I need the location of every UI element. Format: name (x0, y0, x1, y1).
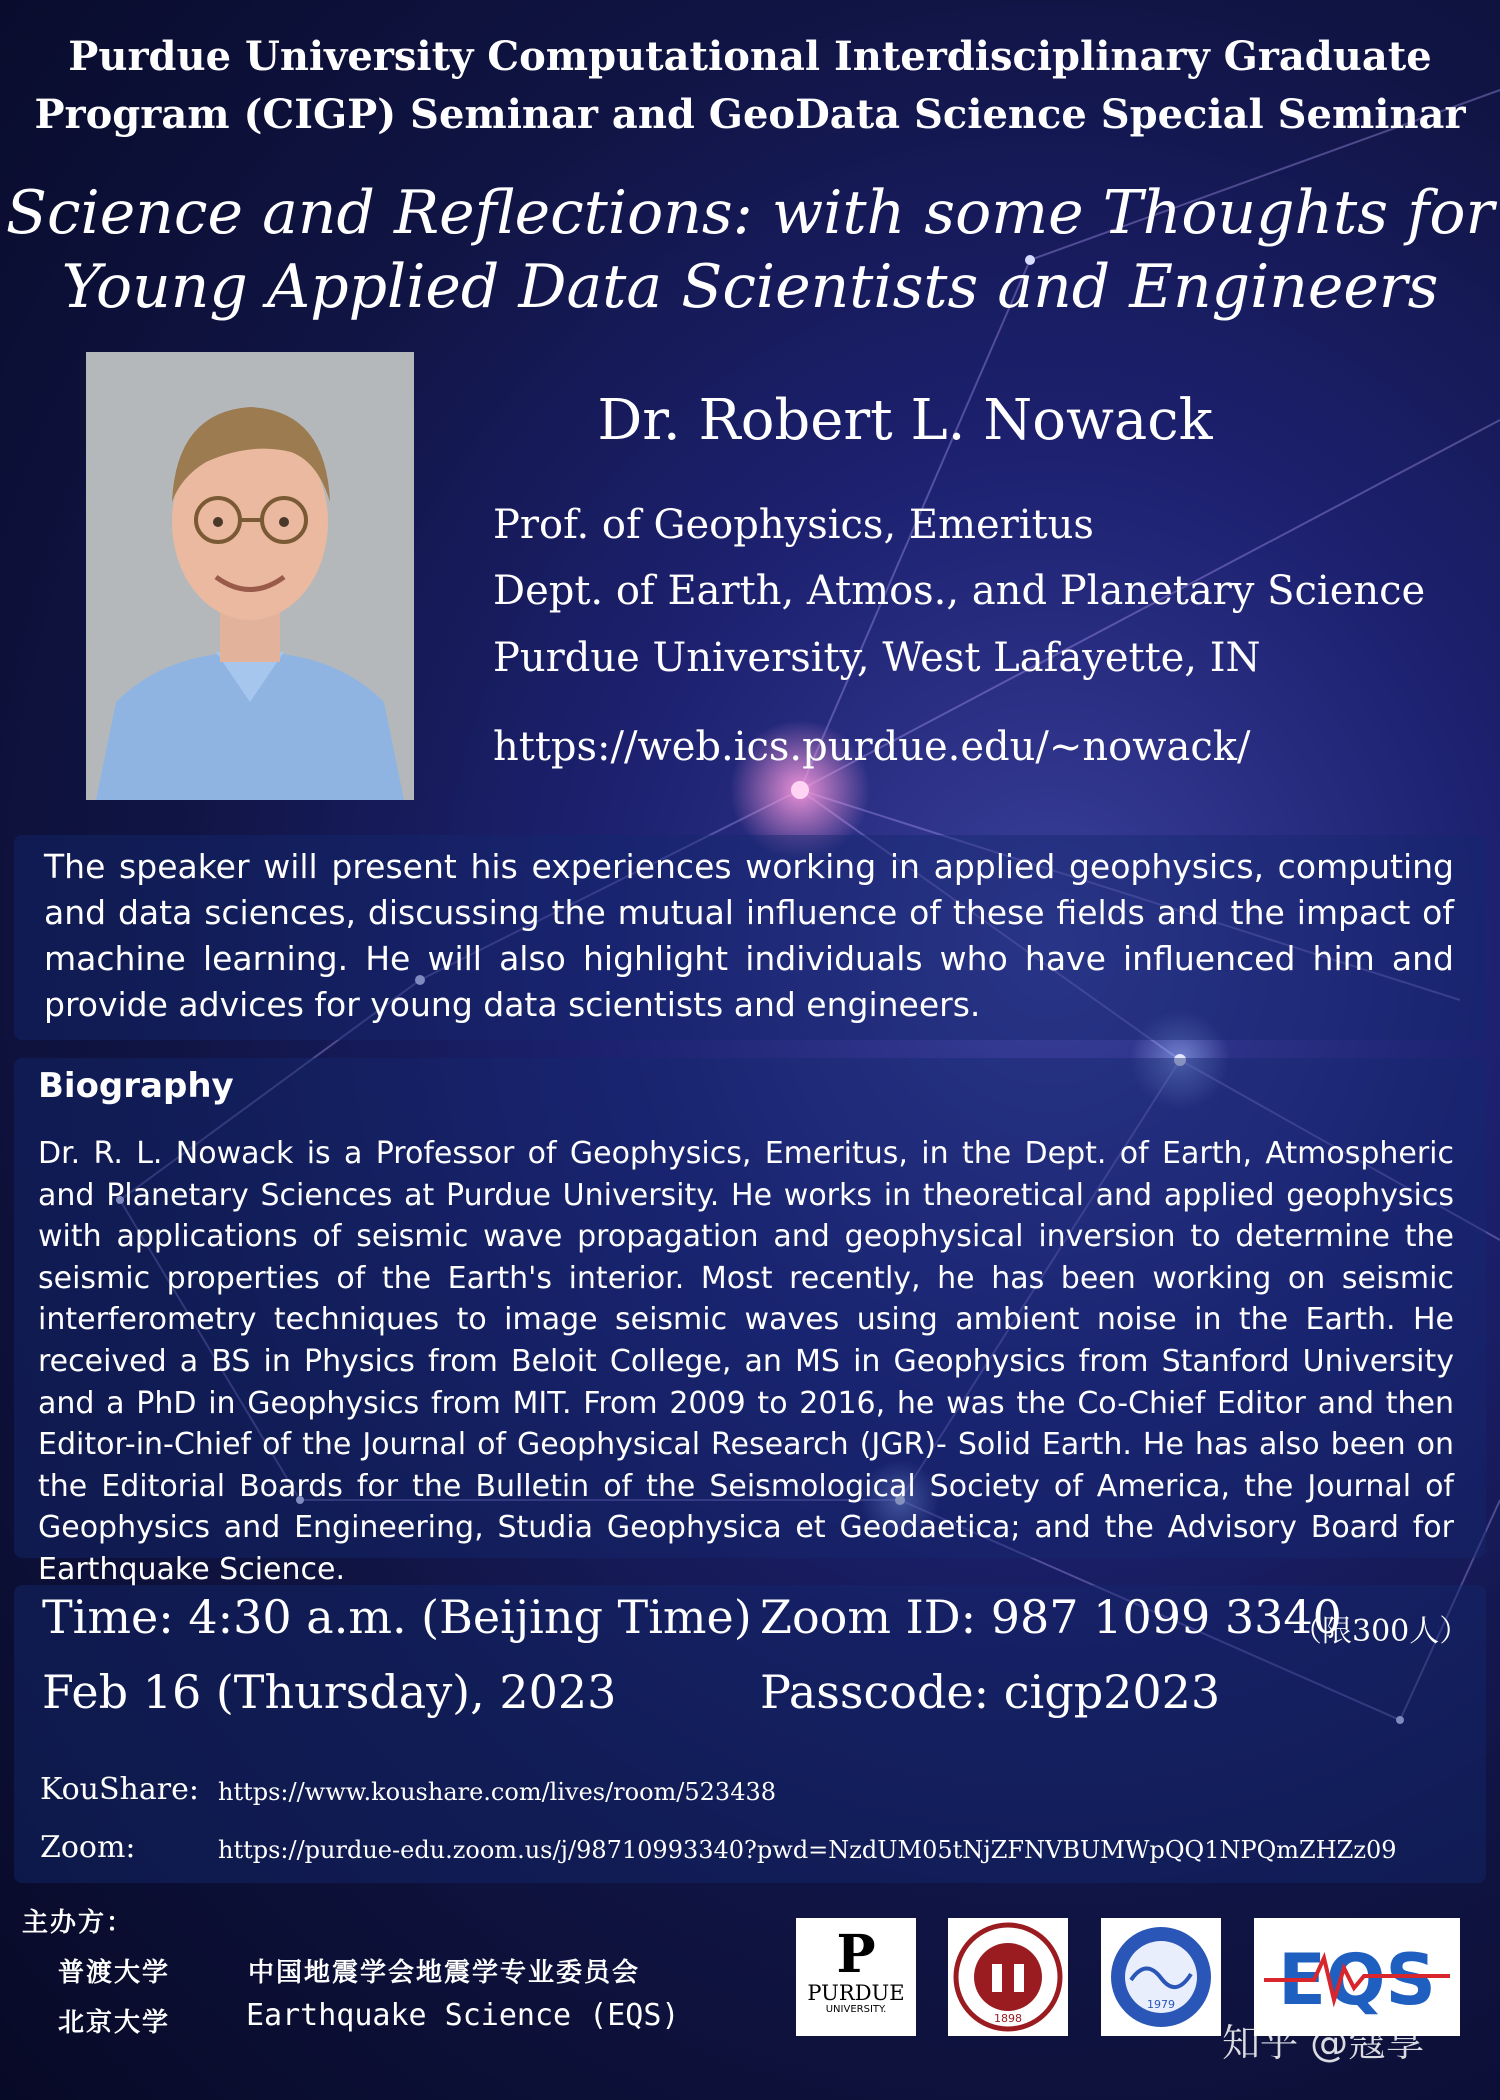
speaker-photo (86, 352, 414, 800)
talk-title-line2: Young Applied Data Scientists and Engineers (61, 252, 1439, 322)
event-date: Feb 16 (Thursday), 2023 (42, 1665, 617, 1719)
speaker-department: Dept. of Earth, Atmos., and Planetary Science (493, 568, 1426, 614)
organizers-label: 主办方： (22, 1908, 135, 1938)
peking-university-seal (948, 1918, 1068, 2036)
watermark: 知乎 @蔻享 (1222, 2021, 1425, 2065)
purdue-logo-subtext: UNIVERSITY. (825, 2004, 887, 2015)
organizer-peking-university: 北京大学 (58, 2008, 171, 2038)
zoom-id: Zoom ID: 987 1099 3340 (760, 1590, 1342, 1644)
speaker-title: Prof. of Geophysics, Emeritus (493, 502, 1094, 548)
peking-university-logo (948, 1918, 1068, 2036)
seismological-society-seal (1101, 1918, 1221, 2036)
organizer-seismological-society: 中国地震学会地震学专业委员会 (248, 1958, 641, 1988)
purdue-p-mark: P (836, 1924, 876, 1985)
speaker-name: Dr. Robert L. Nowack (597, 388, 1213, 453)
biography-text: Dr. R. L. Nowack is a Professor of Geophysics, Emeritus, in the Dept. of Earth, Atmospheric and Planetary Sciences at Purdue University. He works in theoretical and applied geophysics with applications of seismic wave propagation and geophysical inversion to determine the seismic properties of the Earth's interior. Most recently, he has been working on seismic interferometry techniques to image seismic waves using ambient noise in the Earth. He received a BS in Physics from Beloit College, an MS in Geophysics from Stanford University and a PhD in Geophysics from MIT. From 2009 to 2016, he was the Co-Chief Editor and then Editor-in-Chief of the Journal of Geophysical Research (JGR)- Solid Earth. He has also been on the Editorial Boards for the Bulletin of the Seismological Society of America, the Journal of Geophysics and Engineering, Studia Geophysica et Geodaetica; and the Advisory Board for Earthquake Science. (38, 1136, 1454, 1587)
seal-year: 1979 (1147, 1998, 1175, 2011)
organizer-purdue: 普渡大学 (58, 1958, 171, 1988)
zoom-participant-limit: （限300人） (1292, 1614, 1470, 1649)
speaker-homepage-link[interactable]: https://web.ics.purdue.edu/~nowack/ (493, 724, 1251, 770)
zoom-label: Zoom: (40, 1830, 136, 1865)
seminar-series-title-line2: Program (CIGP) Seminar and GeoData Science Special Seminar (34, 91, 1466, 138)
organizer-eqs: Earthquake Science (EQS) (246, 1998, 680, 2033)
koushare-label: KouShare: (40, 1772, 199, 1807)
seminar-series-title-line1: Purdue University Computational Interdisciplinary Graduate (68, 33, 1432, 80)
eqs-logo-text: EQS (1278, 1939, 1436, 2021)
zoom-passcode: Passcode: cigp2023 (760, 1665, 1221, 1719)
peking-seal-year: 1898 (994, 2012, 1022, 2025)
biography-heading: Biography (38, 1066, 234, 1106)
purdue-logo (796, 1918, 916, 2036)
third-organization-logo (1101, 1918, 1221, 2036)
speaker-portrait-illustration (86, 352, 414, 800)
koushare-link[interactable]: https://www.koushare.com/lives/room/523438 (218, 1778, 777, 1806)
zoom-link[interactable]: https://purdue-edu.zoom.us/j/98710993340?pwd=NzdUM05tNjZFNVBUMWpQQ1NPQmZHZz09 (218, 1836, 1397, 1864)
event-time: Time: 4:30 a.m. (Beijing Time) (42, 1590, 752, 1644)
talk-title-line1: Science and Reflections: with some Thoughts for (5, 178, 1495, 248)
speaker-university: Purdue University, West Lafayette, IN (493, 635, 1261, 681)
abstract-text: The speaker will present his experiences working in applied geophysics, computing and data sciences, discussing the mutual influence of these fields and the impact of machine learning. He will also highlight individuals who have influenced him and provide advices for young data scientists and engineers. (44, 847, 1454, 1024)
purdue-logo-text: PURDUE (807, 1981, 905, 2005)
